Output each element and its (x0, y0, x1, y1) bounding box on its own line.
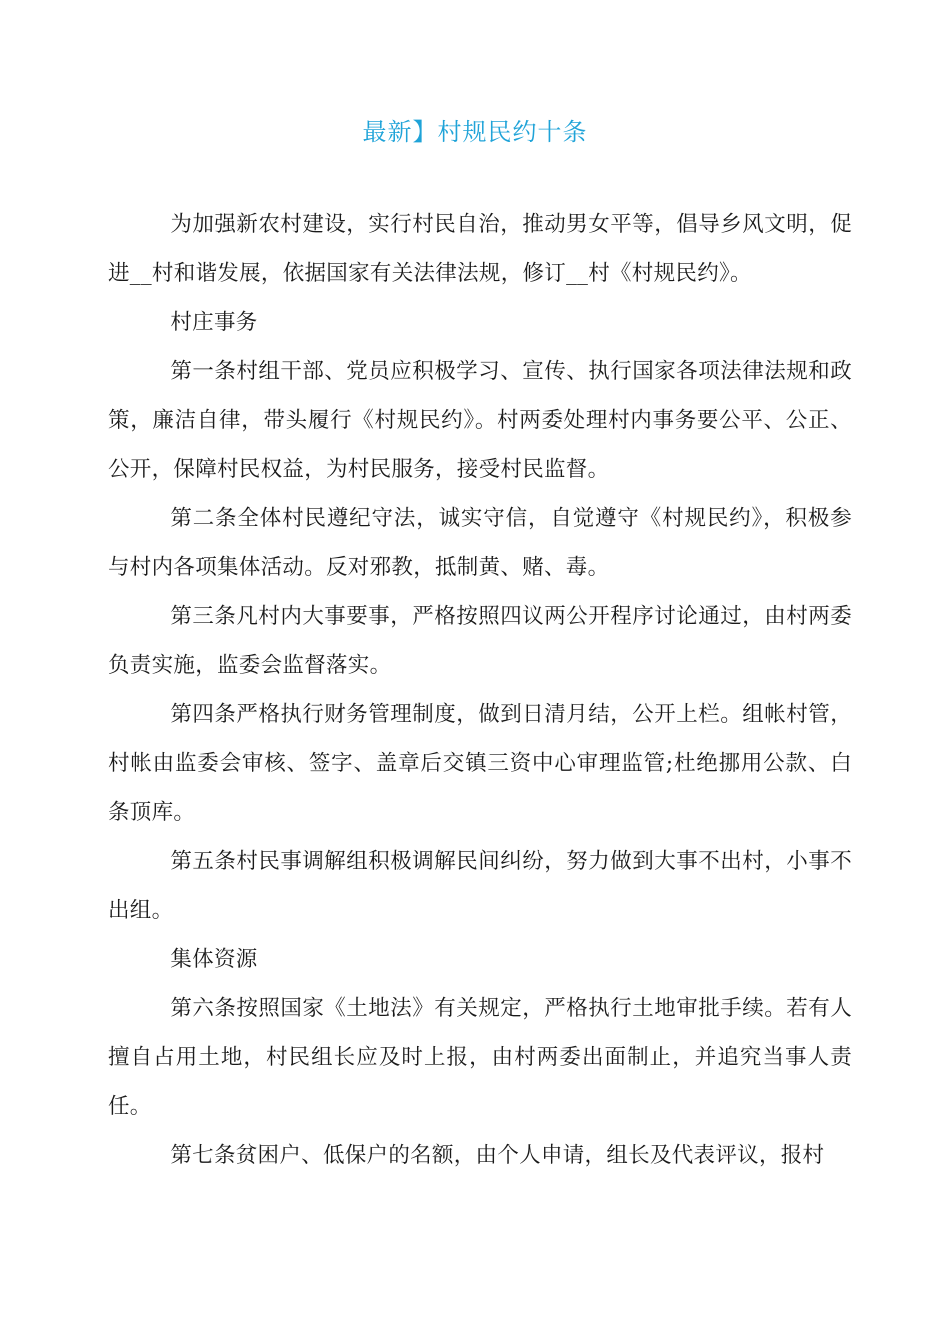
section-heading-village-affairs: 村庄事务 (170, 310, 258, 335)
article-7-paragraph: 第七条贫困户、低保户的名额，由个人申请，组长及代表评议，报村 (170, 1143, 825, 1168)
section-heading-collective-resources: 集体资源 (170, 947, 258, 972)
article-3-paragraph: 第三条凡村内大事要事，严格按照四议两公开程序讨论通过，由村两委负责实施，监委会监督落实。 (108, 604, 852, 678)
document-title: 最新】村规民约十条 (362, 118, 588, 146)
article-4-paragraph: 第四条严格执行财务管理制度，做到日清月结，公开上栏。组帐村管，村帐由监委会审核、签字、盖章后交镇三资中心审理监管;杜绝挪用公款、白条顶库。 (108, 702, 852, 825)
article-1-paragraph: 第一条村组干部、党员应积极学习、宣传、执行国家各项法律法规和政策，廉洁自律，带头履行《村规民约》。村两委处理村内事务要公平、公正、公开，保障村民权益，为村民服务，接受村民监督。 (108, 359, 852, 482)
article-2-paragraph: 第二条全体村民遵纪守法，诚实守信，自觉遵守《村规民约》，积极参与村内各项集体活动。反对邪教，抵制黄、赌、毒。 (108, 506, 852, 580)
preamble-paragraph: 为加强新农村建设，实行村民自治，推动男女平等，倡导乡风文明，促进__村和谐发展，依据国家有关法律法规，修订__村《村规民约》。 (108, 212, 852, 286)
article-5-paragraph: 第五条村民事调解组积极调解民间纠纷，努力做到大事不出村，小事不出组。 (108, 849, 852, 923)
article-6-paragraph: 第六条按照国家《土地法》有关规定，严格执行土地审批手续。若有人擅自占用土地，村民组长应及时上报，由村两委出面制止，并追究当事人责任。 (108, 996, 852, 1119)
document-body (108, 200, 852, 1180)
